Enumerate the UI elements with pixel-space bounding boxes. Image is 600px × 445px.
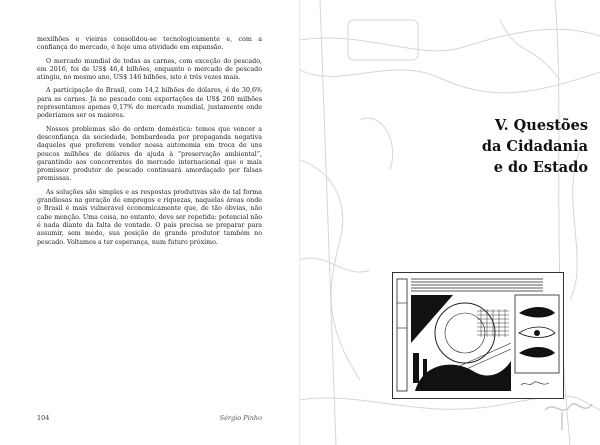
- page-number: 104: [37, 414, 50, 422]
- chapter-illustration: [392, 272, 564, 399]
- chapter-title-line-2: da Cidadania: [481, 138, 588, 155]
- chapter-title-line-1: V. Questões: [494, 117, 588, 134]
- chapter-title-line-3: e do Estado: [493, 159, 588, 176]
- paragraph-3: A participação do Brasil, com 14,2 bilhões de dólares, é de 30,6% para as carnes. Já no pescado com exportações de US$ 260 milhões representamos apenas 0,17% do mercado mundial, justamente onde poderíamos ser os maiores.: [37, 87, 262, 120]
- abstract-composition-art: [393, 273, 563, 398]
- page-footer: [37, 414, 262, 424]
- paragraph-2: O mercado mundial de todas as carnes, com exceção do pescado, em 2016, foi de US$ 46,4 bilhões, enquanto o mercado de pescado atingiu, no mesmo ano, US$ 146 bilhões, isto é três vezes mais.: [37, 57, 262, 82]
- chapter-title: [408, 115, 588, 178]
- body-text: [37, 36, 262, 252]
- paragraph-1: mexilhões e vieiras consolidou-se tecnologicamente e, com a confiança do mercado, é hoje uma atividade em expansão.: [37, 36, 262, 52]
- running-footer-author: Sérgio Pinho: [219, 414, 262, 422]
- paragraph-4: Nossos problemas são de ordem doméstica: temos que vencer a desconfiança da sociedade, bombardeada por propaganda negativa daqueles que preferem vender nossa autonomia em troca de uns poucos milhões de dólares de ajuda à “preservação ambiental”, garantindo aos concorrentes do mercado internacional que o mais promissor produtor de pescado continuará amordaçado por falsas premissas.: [37, 125, 262, 183]
- right-page: [300, 0, 600, 445]
- paragraph-5: As soluções são simples e as respostas produtivas são de tal forma grandiosas na geração de empregos e riquezas, naquelas áreas onde o Brasil é mais vulnerável economicamente que, de tão óbvias, não cabe menção. Uma coisa, no entanto, deve ser repetida: potencial não é nada diante da falta de vontade. O país precisa se preparar para assumir, sem medo, sua posição de grande produtor também no pescado. Voltamos a ter esperança, num futuro próximo.: [37, 188, 262, 246]
